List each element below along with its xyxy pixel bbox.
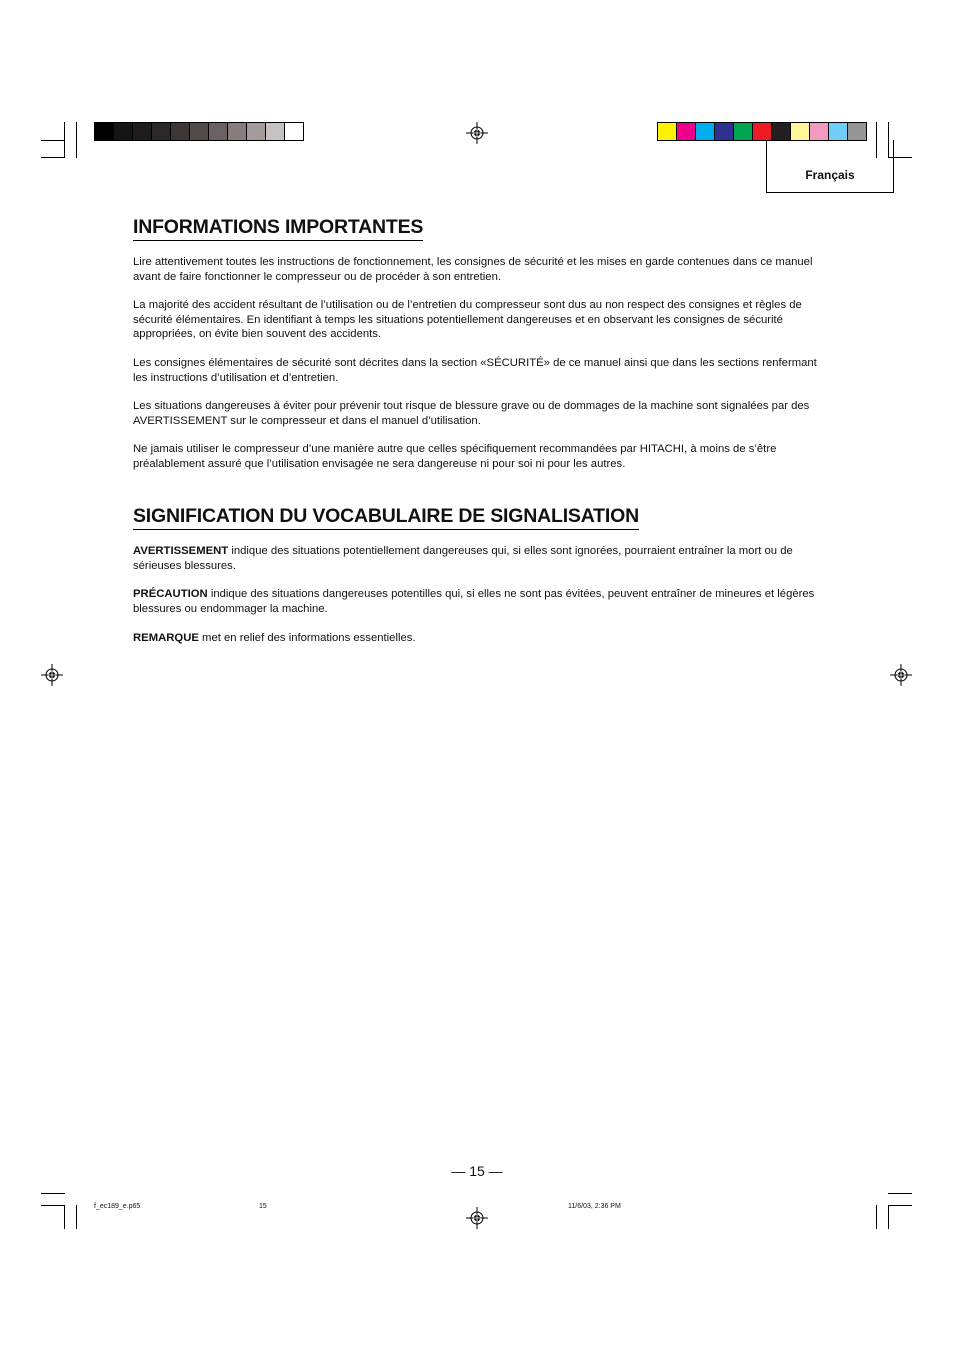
definition-text: indique des situations potentiellement dangereuses qui, si elles sont ignorées, pourraient entraîner la mort ou de sérieuses blessures. <box>133 545 793 572</box>
paragraph: La majorité des accident résultant de l’utilisation ou de l’entretien du compresseur sont dus au non respect des consignes et règles de sécurité élémentaires. En identifiant à temps les situations potentiellement dangereuses et en observant les consignes de sécurité appropriées, on évite bien souvent des accidents. <box>133 299 802 340</box>
color-swatch <box>170 123 189 140</box>
paragraph: Les consignes élémentaires de sécurité sont décrites dans la section «SÉCURITÉ» de ce manuel ainsi que dans les sections renfermant les instructions d’utilisation et d’entretien. <box>133 357 817 384</box>
color-swatch <box>809 123 828 140</box>
definition-text: met en relief des informations essentielles. <box>198 632 416 644</box>
color-swatch <box>714 123 733 140</box>
color-swatch <box>246 123 265 140</box>
crop-mark <box>41 157 65 158</box>
color-swatch <box>208 123 227 140</box>
color-swatch <box>189 123 208 140</box>
crop-mark <box>876 1205 877 1229</box>
definition-note <box>133 631 823 646</box>
crop-mark <box>888 1193 912 1194</box>
color-swatch <box>752 123 771 140</box>
color-swatch <box>847 123 866 140</box>
color-swatch <box>658 123 676 140</box>
paragraph: Ne jamais utiliser le compresseur d’une manière autre que celles spécifiquement recommandées par HITACHI, à moins de s’être préalablement assuré que l’utilisation envisagée ne sera dangereuse ni pour soi ni pour les autres. <box>133 443 777 470</box>
crop-mark <box>888 1205 912 1206</box>
definition-term: PRÉCAUTION <box>133 588 208 600</box>
section-heading-important-information: INFORMATIONS IMPORTANTES <box>133 216 423 241</box>
registration-mark-icon <box>466 1207 488 1229</box>
crop-mark <box>64 122 65 158</box>
definition-text: indique des situations dangereuses potentilles qui, si elles ne sont pas évitées, peuvent entraîner de mineures et légères blessures ou endommager la machine. <box>133 588 815 615</box>
crop-mark <box>41 1193 65 1194</box>
section-heading-signal-vocabulary: SIGNIFICATION DU VOCABULAIRE DE SIGNALISATION <box>133 505 639 530</box>
color-swatch <box>790 123 809 140</box>
color-swatch <box>265 123 284 140</box>
crop-mark <box>64 1205 65 1229</box>
registration-mark-icon <box>41 664 63 686</box>
color-swatch <box>695 123 714 140</box>
color-swatch <box>676 123 695 140</box>
registration-mark-icon <box>890 664 912 686</box>
definition-caution <box>133 587 823 616</box>
definition-term: REMARQUE <box>133 632 199 644</box>
definition-term: AVERTISSEMENT <box>133 545 229 557</box>
language-label: Français <box>805 168 855 182</box>
footer-timestamp: 11/6/03, 2:36 PM <box>568 1203 621 1210</box>
color-swatch <box>284 123 303 140</box>
color-swatch <box>771 123 790 140</box>
crop-mark <box>76 1205 77 1229</box>
grayscale-color-bar <box>94 122 304 141</box>
crop-mark <box>76 122 77 158</box>
footer-filename: f_ec189_e.p65 <box>94 1203 141 1210</box>
paragraph: Lire attentivement toutes les instructions de fonctionnement, les consignes de sécurité et les mises en garde contenues dans ce manuel avant de faire fonctionner le compresseur ou de procéder à son entretien. <box>133 256 813 283</box>
paragraph: Les situations dangereuses à éviter pour prévenir tout risque de blessure grave ou de dommages de la machine sont signalées par des AVERTISSEMENT sur le compresseur et dans el manuel d’utilisation. <box>133 400 810 427</box>
page-number: — 15 — <box>451 1163 503 1179</box>
crop-mark <box>888 1205 889 1229</box>
color-swatch <box>132 123 151 140</box>
color-swatch <box>828 123 847 140</box>
crop-mark <box>41 140 65 141</box>
registration-mark-icon <box>466 122 488 144</box>
color-swatch <box>113 123 132 140</box>
definition-warning <box>133 544 823 573</box>
footer-page: 15 <box>259 1203 267 1210</box>
crop-mark <box>41 1205 65 1206</box>
color-swatch <box>733 123 752 140</box>
process-color-bar <box>657 122 867 141</box>
color-swatch <box>151 123 170 140</box>
language-tab <box>766 140 894 193</box>
color-swatch <box>95 123 113 140</box>
color-swatch <box>227 123 246 140</box>
